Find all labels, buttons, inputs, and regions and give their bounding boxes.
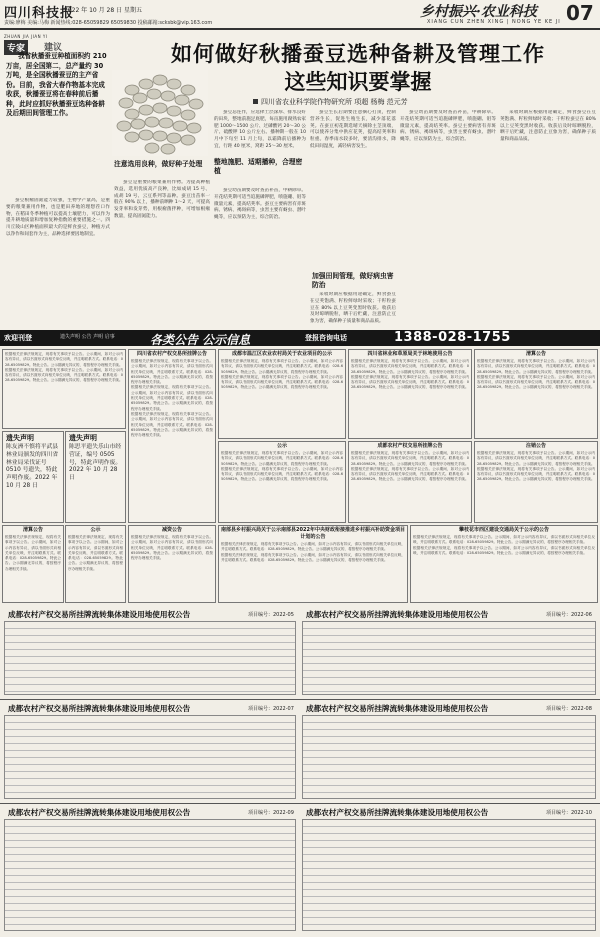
notice-box-2-text-c: 根据相关法律法规规定，现将有关事项予以公告。公示期间，如对公示内容有异议，请以书面形式向相关单位反映，并注明联系方式。联系电话：028-65059829。特此公告。公示期满无异议的，将按程序办理相关手续。: [131, 411, 213, 438]
notice-box-6-title: 公示: [276, 443, 287, 449]
section-pinyin: XIANG CUN ZHEN XING | NONG YE KE JI: [427, 19, 561, 25]
land-notice-table-2: [302, 621, 596, 695]
lost-notice-2-text: 陈思平遗失乐山市经营证，编号 0505 号，特此声明作废。2022 年 10 月 28 日: [69, 444, 122, 482]
notice-box-2: [128, 349, 216, 523]
section1-title: 注意选用良种，做好种子处理: [114, 160, 203, 168]
notice-box-2-text-b: 根据相关法律法规规定，现将有关事项予以公告。公示期间，如对公示内容有异议，请以书面形式向相关单位反映，并注明联系方式。联系电话：028-65059829。特此公告。公示期满无异议的，将按程序办理相关手续。: [131, 385, 213, 411]
notice-box-6-text: 根据相关法律法规规定，现将有关事项予以公告。公示期间，如对公示内容有异议，请以书面形式向相关单位反映，并注明联系方式。联系电话：028-65059829。特此公告。公示期满无异议的，将按程序办理相关手续。: [221, 451, 343, 466]
land-notice-table-3: [4, 715, 296, 799]
land-notice-table-4: [302, 715, 596, 799]
lost-notice-1-text: 陈友洲不慎将平武县林业局颁发的四川省林业局采伐证号 0510 号遗失，特此声明作废。2022 年 10 月 28 日: [6, 444, 59, 489]
notice-box-10: [65, 525, 126, 603]
column-pinyin: ZHUAN JIA JIAN YI: [4, 34, 48, 39]
notice-box-13-text: 根据相关法律法规规定，现将有关事项予以公告。公示期间，如对公示内容有异议，请以书面形式向相关单位反映，并注明联系方式。联系电话：028-65059829。特此公告。公示期满无异议的，将按程序办理相关手续。: [413, 535, 595, 545]
banner-phone: 1388-028-1755: [394, 330, 511, 345]
lost-notice-1: [2, 431, 64, 523]
column-sub: 建议: [44, 43, 63, 53]
banner-welcome: 欢迎刊登: [4, 334, 32, 342]
notice-box-13-text-b: 根据相关法律法规规定，现将有关事项予以公告。公示期间，如对公示内容有异议，请以书面形式向相关单位反映，并注明联系方式。联系电话：028-65059829。特此公告。公示期满无异议的，将按程序办理相关手续。: [413, 545, 595, 555]
notice-box-1-text-b: 根据相关法律法规规定，现将有关事项予以公告。公示期间，如对公示内容有异议，请以书面形式向相关单位反映，并注明联系方式。联系电话：028-65059829。特此公告。公示期满无异议的，将按程序办理相关手续。: [5, 367, 123, 383]
notice-box-4-title: 四川省林业和草原局关于林地使用公告: [367, 351, 453, 357]
notice-box-5: [474, 349, 598, 439]
notice-box-13: [410, 525, 598, 603]
land-notice-num-6: 项目编号：2022-10: [546, 810, 592, 816]
section-title: 乡村振兴·农业科技: [420, 4, 537, 20]
section3-title: 加强田间管理，做好病虫害防治: [312, 272, 394, 289]
notice-box-12-title: 南部县乡村振兴局关于公示南部县2022年中央财政衔接推进乡村振兴补助资金项目计划的公告: [221, 527, 405, 540]
byline-text: 四川省农业科学院作物研究所 项超 杨梅 范元芳: [261, 98, 408, 106]
notice-box-4-text: 根据相关法律法规规定，现将有关事项予以公告。公示期间，如对公示内容有异议，请以书面形式向相关单位反映，并注明联系方式。联系电话：028-65059829。特此公告。公示期满无异议的，将按程序办理相关手续。: [351, 359, 469, 374]
page-number: 07: [566, 1, 594, 25]
notice-box-10-text: 根据相关法律法规规定，现将有关事项予以公告。公示期间，如对公示内容有异议，请以书面形式向相关单位反映，并注明联系方式。联系电话：028-65059829。特此公告。公示期满无异议的，将按程序办理相关手续。: [68, 535, 123, 571]
notice-box-9: [2, 525, 64, 603]
article-headline: 如何做好秋播蚕豆选种备耕及管理工作: [171, 42, 545, 66]
lost-notice-1-title: 遗失声明: [6, 434, 34, 442]
notice-box-12-text: 根据相关法律法规规定，现将有关事项予以公告。公示期间，如对公示内容有异议，请以书面形式向相关单位反映，并注明联系方式。联系电话：028-65059829。特此公告。公示期满无异议的，将按程序办理相关手续。: [221, 542, 405, 552]
notice-box-8-text-b: 根据相关法律法规规定，现将有关事项予以公告。公示期间，如对公示内容有异议，请以书面形式向相关单位反映，并注明联系方式。联系电话：028-65059829。特此公告。公示期满无异议的，将按程序办理相关手续。: [477, 466, 595, 482]
body-column-3a: 蚕豆忌连作，应选择土层深厚、排水良好的田块，整地前施足底肥，每亩施用腐熟农家肥 1000～1500 公斤、过磷酸钙 20～30 公斤、硫酸钾 10 公斤左右。播种期一般在 10 月中下旬至 11 月上旬，以霜降前后播种为宜，行距 40 厘米，窝距 25～30 厘米。: [214, 110, 306, 149]
notice-box-8-text: 根据相关法律法规规定，现将有关事项予以公告。公示期间，如对公示内容有异议，请以书面形式向相关单位反映，并注明联系方式。联系电话：028-65059829。特此公告。公示期满无异议的，将按程序办理相关手续。: [477, 451, 595, 466]
notice-box-3-text-b: 根据相关法律法规规定，现将有关事项予以公告。公示期间，如对公示内容有异议，请以书面形式向相关单位反映，并注明联系方式。联系电话：028-65059829。特此公告。公示期满无异议的，将按程序办理相关手续。: [221, 374, 343, 390]
land-notice-num-4: 项目编号：2022-08: [546, 706, 592, 712]
column-badge: [4, 34, 104, 52]
body-column-1: 蚕豆根瘤固氮能力较强，生物学产量高，是重要的粮菜兼用作物，也是肥田养地的理想茬口作物，在稻田冬季种植可以提高土壤肥力，可以作为提升耕地质量和增加复种指数的重要措施之一。四川丘陵山区种植面积最大的是鲜食蚕豆，种植方式以净作和间套作为主，品种选择要因地制宜。: [6, 198, 110, 237]
notice-box-11-text: 根据相关法律法规规定，现将有关事项予以公告。公示期间，如对公示内容有异议，请以书面形式向相关单位反映，并注明联系方式。联系电话：028-65059829。特此公告。公示期满无异议的，将按程序办理相关手续。: [131, 535, 213, 561]
masthead: [0, 0, 600, 30]
column-name: 专家: [4, 40, 28, 55]
paper-name: 四川科技报: [4, 6, 75, 21]
notice-box-4: [348, 349, 472, 439]
notice-box-5-text: 根据相关法律法规规定，现将有关事项予以公告。公示期间，如对公示内容有异议，请以书面形式向相关单位反映，并注明联系方式。联系电话：028-65059829。特此公告。公示期满无异议的，将按程序办理相关手续。: [477, 359, 595, 374]
body-column-5: 蚕豆幼苗期要及时查苗补苗，中耕除草。开花结荚期可适当追施磷钾肥，喷施硼、钼等微量元素，提高结荚率。蚕豆主要病害有赤斑病、锈病、褐斑病等，虫害主要有蚜虫、潜叶蝇等，应以预防为主，综合防治。: [400, 110, 496, 143]
notice-box-3-text: 根据相关法律法规规定，现将有关事项予以公告。公示期间，如对公示内容有异议，请以书面形式向相关单位反映，并注明联系方式。联系电话：028-65059829。特此公告。公示期满无异议的，将按程序办理相关手续。: [221, 359, 343, 374]
notice-box-11-title: 减资公告: [161, 527, 182, 533]
land-notice-table-1: [4, 621, 296, 695]
land-notice-num-3: 项目编号：2022-07: [248, 706, 294, 712]
land-notice-table-5: [4, 819, 296, 931]
byline-square-icon: [253, 99, 258, 104]
notice-box-3: [218, 349, 346, 439]
land-notice-num-1: 项目编号：2022-05: [248, 612, 294, 618]
lost-notice-2: [65, 431, 126, 523]
notice-box-7: [348, 441, 472, 523]
notice-box-12: [218, 525, 408, 603]
classified-section: [0, 347, 600, 937]
land-notice-title-5: 成都农村产权交易所挂牌流转集体建设用地使用权公告: [8, 808, 191, 817]
notice-box-1: [2, 349, 126, 429]
notice-box-1-text: 根据相关法律法规规定，现将有关事项予以公告。公示期间，如对公示内容有异议，请以书面形式向相关单位反映，并注明联系方式。联系电话：028-65059829。特此公告。公示期满无异议的，将按程序办理相关手续。: [5, 352, 123, 367]
lost-notice-2-title: 遗失声明: [69, 434, 97, 442]
body-column-6: 采收时期应根据用途确定，鲜食蚕豆在豆荚饱满、籽粒鲜绿时采收；干籽粒蚕豆在 80% 以上豆荚变黑时收获。收获后及时晾晒脱粒，晒干后贮藏，注意防止豆象为害，确保种子质量和商品品质。: [500, 110, 596, 143]
body-column-3b: 蚕豆幼苗期要及时查苗补苗，中耕除草。开花结荚期可适当追施磷钾肥，喷施硼、钼等微量元素，提高结荚率。蚕豆主要病害有赤斑病、锈病、褐斑病等，虫害主要有蚜虫、潜叶蝇等，应以预防为主，综合防治。: [214, 188, 306, 221]
land-notice-title-2: 成都农村产权交易所挂牌流转集体建设用地使用权公告: [306, 610, 489, 619]
land-notice-title-3: 成都农村产权交易所挂牌流转集体建设用地使用权公告: [8, 704, 191, 713]
ad-banner: [0, 330, 600, 346]
land-notice-num-5: 项目编号：2022-09: [248, 810, 294, 816]
section2-title: 整地施肥、适期播种，合理密植: [214, 158, 303, 175]
banner-title: 各类公告 公示信息: [150, 333, 251, 347]
paper-date: 2022 年 10 月 28 日 星期五: [64, 7, 142, 14]
notice-box-7-text-b: 根据相关法律法规规定，现将有关事项予以公告。公示期间，如对公示内容有异议，请以书面形式向相关单位反映，并注明联系方式。联系电话：028-65059829。特此公告。公示期满无异议的，将按程序办理相关手续。: [351, 466, 469, 482]
notice-box-2-text: 根据相关法律法规规定，现将有关事项予以公告。公示期间，如对公示内容有异议，请以书面形式向相关单位反映，并注明联系方式。联系电话：028-65059829。特此公告。公示期满无异议的，将按程序办理相关手续。: [131, 359, 213, 385]
divider-2: [0, 803, 600, 804]
notice-box-8: [474, 441, 598, 523]
notice-box-4-text-b: 根据相关法律法规规定，现将有关事项予以公告。公示期间，如对公示内容有异议，请以书面形式向相关单位反映，并注明联系方式。联系电话：028-65059829。特此公告。公示期满无异议的，将按程序办理相关手续。: [351, 374, 469, 390]
notice-box-13-title: 攀枝花市西区建设交通局关于公示的公告: [458, 527, 549, 533]
land-notice-title-1: 成都农村产权交易所挂牌流转集体建设用地使用权公告: [8, 610, 191, 619]
land-notice-table-6: [302, 819, 596, 931]
notice-box-7-title: 成都农村产权交易所挂牌公告: [377, 443, 443, 449]
body-column-2: 蚕豆是重要的粮菜兼用作物。为提高种植效益，选用优质高产良种，比如成胡 15 号、成胡 19 号、云豆系列等品种。蚕豆出苗率一般在 90% 以上，播种前晒种 1～2 天，可提高发芽率和发芽势，用根瘤菌拌种，可增加根瘤数量，提高固氮能力。: [114, 180, 210, 219]
article-subheadline: 这些知识要掌握: [284, 70, 432, 94]
land-notice-num-2: 项目编号：2022-06: [546, 612, 592, 618]
notice-box-12-text-b: 根据相关法律法规规定，现将有关事项予以公告。公示期间，如对公示内容有异议，请以书面形式向相关单位反映，并注明联系方式。联系电话：028-65059829。特此公告。公示期满无异议的，将按程序办理相关手续。: [221, 552, 405, 562]
notice-box-2-title: 四川省农村产权交易所挂牌公告: [136, 351, 207, 357]
notice-box-8-title: 注销公告: [525, 443, 546, 449]
body-column-4b: 采收时期应根据用途确定，鲜食蚕豆在豆荚饱满、籽粒鲜绿时采收；干籽粒蚕豆在 80% 以上豆荚变黑时收获。收获后及时晾晒脱粒，晒干后贮藏，注意防止豆象为害，确保种子质量和商品品质。: [310, 292, 396, 325]
notice-box-10-title: 公示: [90, 527, 101, 533]
article-byline: [253, 97, 408, 107]
notice-box-9-title: 清算公告: [22, 527, 43, 533]
notice-box-3-title: 成都市温江区农业农村局关于农业项目的公示: [231, 351, 332, 357]
land-notice-title-6: 成都农村产权交易所挂牌流转集体建设用地使用权公告: [306, 808, 489, 817]
broad-beans-photo: [112, 70, 208, 156]
body-column-4: 蚕豆生长后期要注意摘心打顶，控制营养生长，促进生殖生长，减少落花落荚。在蚕豆初花期选晴天摘除主茎顶端，可以使养分集中供应花荚，提高结荚率和粒重。春季雨水较多时，要清沟排水，降低田间湿度，减轻病害发生。: [310, 110, 396, 149]
paper-contact: 责编:廖梅 美编:马梅 新闻热线:028-65059829 65059830 投稿邮箱:scksbk@vip.163.com: [4, 20, 213, 26]
notice-box-5-text-b: 根据相关法律法规规定，现将有关事项予以公告。公示期间，如对公示内容有异议，请以书面形式向相关单位反映，并注明联系方式。联系电话：028-65059829。特此公告。公示期满无异议的，将按程序办理相关手续。: [477, 374, 595, 390]
banner-categories: 遗失声明 公告 声明 启事: [60, 334, 115, 340]
notice-box-7-text: 根据相关法律法规规定，现将有关事项予以公告。公示期间，如对公示内容有异议，请以书面形式向相关单位反映，并注明联系方式。联系电话：028-65059829。特此公告。公示期满无异议的，将按程序办理相关手续。: [351, 451, 469, 466]
notice-box-11: [128, 525, 216, 603]
banner-hotline-label: 登报咨询电话: [305, 334, 347, 342]
article-lead: 我省秋播蚕豆种植面积约 210 万亩，居全国第二，总产量约 30 万吨，是全国秋播蚕豆的主产省份。目前，我省大春作物基本完成收获，秋播蚕豆将在春种前后播种，此时应抓好秋播蚕豆选种备耕及后期田间管理工作。: [6, 52, 107, 117]
notice-box-9-text: 根据相关法律法规规定，现将有关事项予以公告。公示期间，如对公示内容有异议，请以书面形式向相关单位反映，并注明联系方式。联系电话：028-65059829。特此公告。公示期满无异议的，将按程序办理相关手续。: [5, 535, 61, 571]
notice-box-5-title: 清算公告: [525, 351, 546, 357]
divider-1: [0, 699, 600, 700]
notice-box-6-text-b: 根据相关法律法规规定，现将有关事项予以公告。公示期间，如对公示内容有异议，请以书面形式向相关单位反映，并注明联系方式。联系电话：028-65059829。特此公告。公示期满无异议的，将按程序办理相关手续。: [221, 466, 343, 482]
notice-box-6: [218, 441, 346, 523]
land-notice-title-4: 成都农村产权交易所挂牌流转集体建设用地使用权公告: [306, 704, 489, 713]
